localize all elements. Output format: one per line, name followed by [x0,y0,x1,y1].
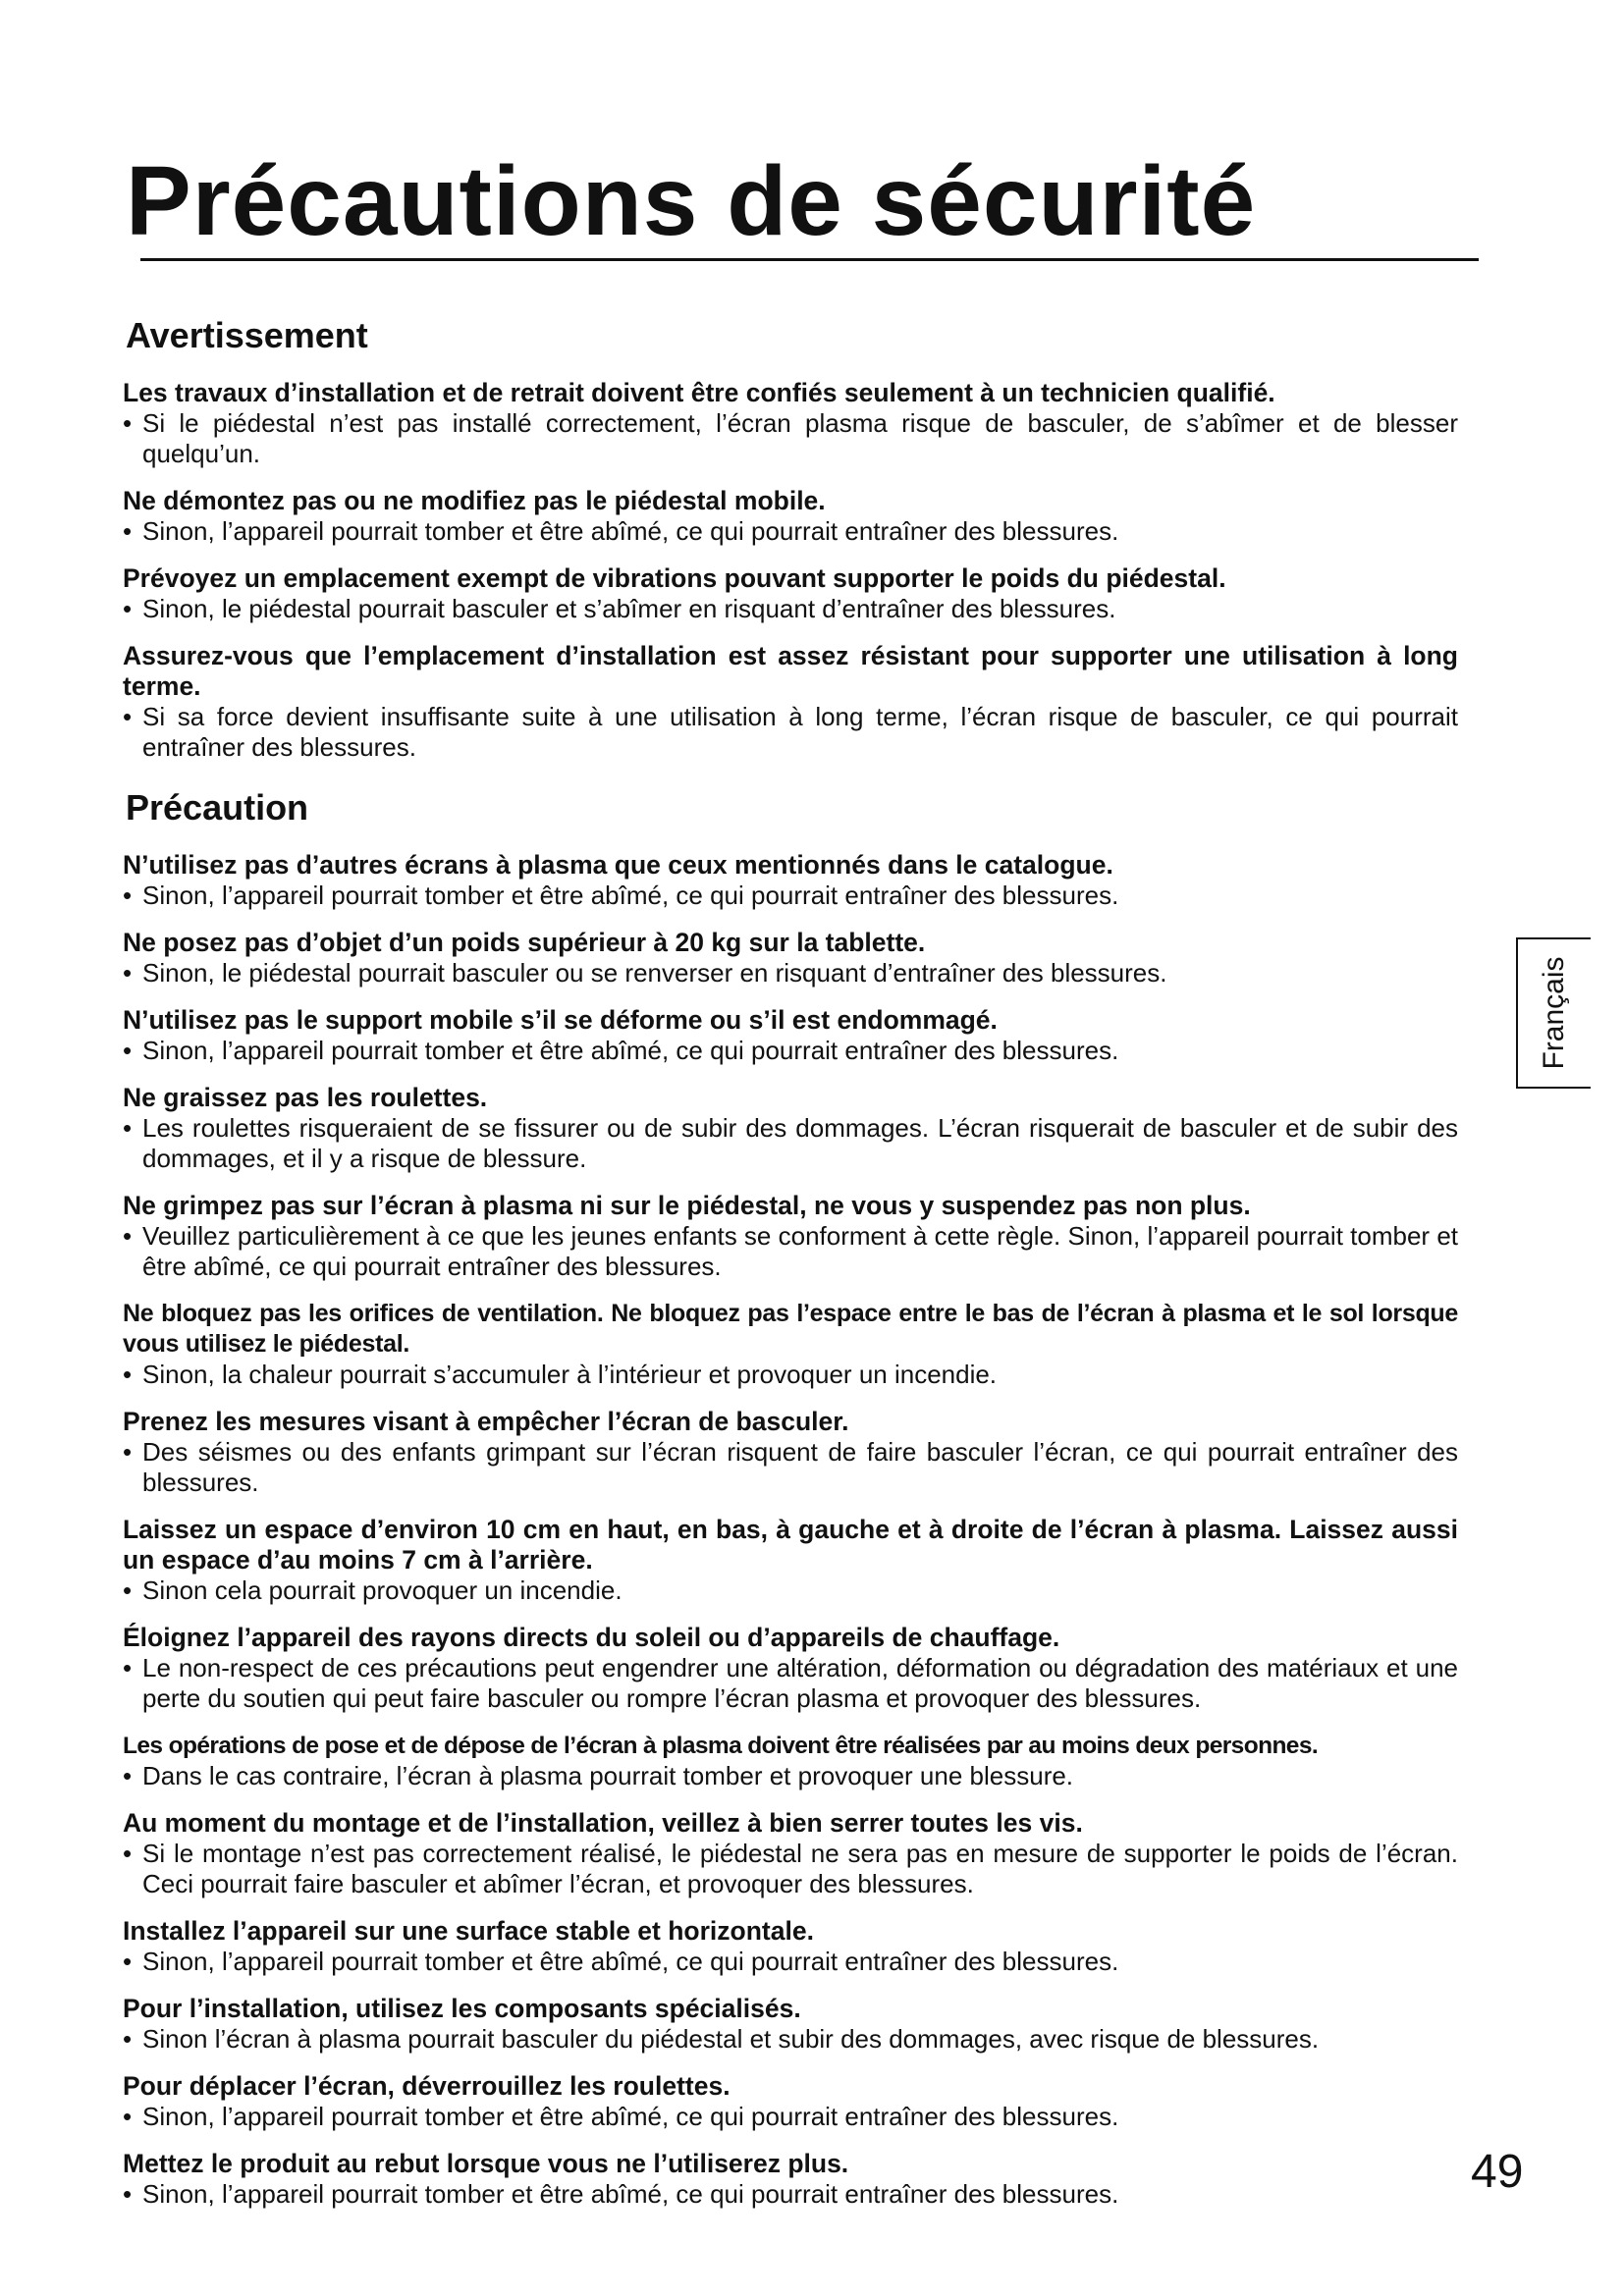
caution-item [123,1515,1458,1606]
bullet-text: Sinon, la chaleur pourrait s’accumuler à l’intérieur et provoquer un incendie. [142,1360,998,1390]
page-number: 49 [1471,2146,1524,2198]
bullet-text: Si le piédestal n’est pas installé correctement, l’écran plasma risque de basculer, de s’abîmer et de blesser quelqu’un. [142,408,1458,469]
warning-heading: Avertissement [126,315,368,355]
caution-item [123,1083,1458,1174]
bullet-text: Sinon, l’appareil pourrait tomber et être abîmé, ce qui pourrait entraîner des blessures. [142,1036,1119,1066]
bullet-dot-icon: • [123,881,133,911]
bullet-text: Sinon, l’appareil pourrait tomber et être abîmé, ce qui pourrait entraîner des blessures. [142,2179,1119,2210]
bullet-dot-icon: • [123,408,133,439]
bullet-text: Sinon cela pourrait provoquer un incendie. [142,1575,623,1606]
bullet-dot-icon: • [123,1360,133,1390]
item-title: Au moment du montage et de l’installation, veillez à bien serrer toutes les vis. [123,1808,1083,1839]
item-title: Installez l’appareil sur une surface stable et horizontale. [123,1916,814,1947]
warning-section [123,314,1458,763]
bullet-dot-icon: • [123,702,133,732]
bullet-dot-icon: • [123,2024,133,2055]
bullet-text: Dans le cas contraire, l’écran à plasma pourrait tomber et provoquer une blessure. [142,1761,1074,1791]
bullet-dot-icon: • [123,1653,133,1683]
bullet-dot-icon: • [123,1113,133,1144]
bullet-point [123,1113,1458,1174]
item-title: Mettez le produit au rebut lorsque vous ne l’utiliserez plus. [123,2149,849,2179]
bullet-point [123,1761,1458,1791]
caution-item [123,1623,1458,1714]
item-title: Ne démontez pas ou ne modifiez pas le piédestal mobile. [123,486,826,516]
bullet-text: Sinon, l’appareil pourrait tomber et être abîmé, ce qui pourrait entraîner des blessures. [142,2102,1119,2132]
bullet-point [123,881,1458,911]
item-title: Pour déplacer l’écran, déverrouillez les roulettes. [123,2071,731,2102]
caution-item [123,2149,1458,2210]
bullet-text: Si le montage n’est pas correctement réalisé, le piédestal ne sera pas en mesure de supporter le poids de l’écran. Ceci pourrait faire basculer et abîmer l’écran, et provoquer des blessures. [142,1839,1458,1899]
item-title: Éloignez l’appareil des rayons directs du soleil ou d’appareils de chauffage. [123,1623,1060,1653]
bullet-text: Le non-respect de ces précautions peut engendrer une altération, déformation ou dégradation des matériaux et une perte du soutien qui peut faire basculer ou rompre l’écran plasma et provoquer des blessures. [142,1653,1458,1714]
bullet-text: Sinon, l’appareil pourrait tomber et être abîmé, ce qui pourrait entraîner des blessures. [142,881,1119,911]
bullet-point [123,2102,1458,2132]
title-rule [140,258,1479,261]
item-title: Ne grimpez pas sur l’écran à plasma ni sur le piédestal, ne vous y suspendez pas non plus. [123,1191,1251,1221]
bullet-dot-icon: • [123,1036,133,1066]
bullet-dot-icon: • [123,2179,133,2210]
caution-item [123,1994,1458,2055]
item-title: Les opérations de pose et de dépose de l’écran à plasma doivent être réalisées par au moins deux personnes. [123,1733,1319,1760]
caution-item [123,1005,1458,1066]
bullet-point [123,1036,1458,1066]
bullet-text: Sinon l’écran à plasma pourrait basculer du piédestal et subir des dommages, avec risque de blessures. [142,2024,1320,2055]
bullet-dot-icon: • [123,516,133,547]
bullet-text: Veuillez particulièrement à ce que les jeunes enfants se conforment à cette règle. Sinon, l’appareil pourrait tomber et être abîmé, ce qui pourrait entraîner des blessures. [142,1221,1458,1282]
page-title: Précautions de sécurité [126,146,1257,256]
bullet-point [123,1221,1458,1282]
caution-item [123,1299,1458,1390]
bullet-point [123,1839,1458,1899]
bullet-text: Des séismes ou des enfants grimpant sur l’écran risquent de faire basculer l’écran, ce qui pourrait entraîner des blessures. [142,1437,1458,1498]
main-content [123,314,1458,2226]
bullet-text: Sinon, le piédestal pourrait basculer et s’abîmer en risquant d’entraîner des blessures. [142,594,1116,624]
caution-item [123,1407,1458,1498]
warning-item [123,378,1458,469]
item-title: N’utilisez pas le support mobile s’il se déforme ou s’il est endommagé. [123,1005,998,1036]
bullet-point [123,2024,1458,2055]
item-title: Prenez les mesures visant à empêcher l’écran de basculer. [123,1407,849,1437]
item-title: Pour l’installation, utilisez les composants spécialisés. [123,1994,801,2024]
bullet-dot-icon: • [123,1575,133,1606]
bullet-dot-icon: • [123,1437,133,1468]
item-title: Laissez un espace d’environ 10 cm en haut, en bas, à gauche et à droite de l’écran à plasma. Laissez aussi un espace d’au moins 7 cm à l’arrière. [123,1515,1458,1575]
warning-item [123,486,1458,547]
caution-item [123,928,1458,988]
caution-section [123,786,1458,2210]
bullet-point [123,1575,1458,1606]
caution-item [123,1808,1458,1899]
bullet-point [123,1947,1458,1977]
bullet-text: Sinon, l’appareil pourrait tomber et être abîmé, ce qui pourrait entraîner des blessures. [142,1947,1119,1977]
item-title: Ne bloquez pas les orifices de ventilation. Ne bloquez pas l’espace entre le bas de l’écran à plasma et le sol lorsque vous utilisez le piédestal. [123,1300,1458,1359]
bullet-text: Les roulettes risqueraient de se fissurer ou de subir des dommages. L’écran risquerait de basculer et de subir des dommages, et il y a risque de blessure. [142,1113,1458,1174]
bullet-dot-icon: • [123,1761,133,1791]
caution-item [123,850,1458,911]
bullet-point [123,1653,1458,1714]
bullet-point [123,1360,1458,1390]
bullet-point [123,702,1458,763]
bullet-dot-icon: • [123,1947,133,1977]
language-side-tab [1516,937,1591,1089]
bullet-point [123,1437,1458,1498]
bullet-text: Sinon, le piédestal pourrait basculer ou se renverser en risquant d’entraîner des blessures. [142,958,1167,988]
bullet-point [123,958,1458,988]
bullet-text: Sinon, l’appareil pourrait tomber et être abîmé, ce qui pourrait entraîner des blessures. [142,516,1119,547]
bullet-point [123,594,1458,624]
warning-item [123,563,1458,624]
item-title: Assurez-vous que l’emplacement d’installation est assez résistant pour supporter une utilisation à long terme. [123,641,1458,702]
item-title: N’utilisez pas d’autres écrans à plasma que ceux mentionnés dans le catalogue. [123,850,1113,881]
caution-item [123,1191,1458,1282]
language-label: Français [1538,956,1570,1070]
bullet-point [123,408,1458,469]
bullet-dot-icon: • [123,1221,133,1252]
item-title: Ne posez pas d’objet d’un poids supérieur à 20 kg sur la tablette. [123,928,926,958]
item-title: Prévoyez un emplacement exempt de vibrations pouvant supporter le poids du piédestal. [123,563,1226,594]
bullet-text: Si sa force devient insuffisante suite à une utilisation à long terme, l’écran risque de basculer, ce qui pourrait entraîner des blessures. [142,702,1458,763]
bullet-dot-icon: • [123,958,133,988]
bullet-point [123,516,1458,547]
item-title: Ne graissez pas les roulettes. [123,1083,488,1113]
bullet-dot-icon: • [123,594,133,624]
caution-heading: Précaution [126,787,309,828]
bullet-point [123,2179,1458,2210]
caution-item [123,2071,1458,2132]
warning-item [123,641,1458,763]
caution-item [123,1916,1458,1977]
item-title: Les travaux d’installation et de retrait doivent être confiés seulement à un technicien qualifié. [123,378,1275,408]
caution-item [123,1731,1458,1791]
bullet-dot-icon: • [123,1839,133,1869]
bullet-dot-icon: • [123,2102,133,2132]
